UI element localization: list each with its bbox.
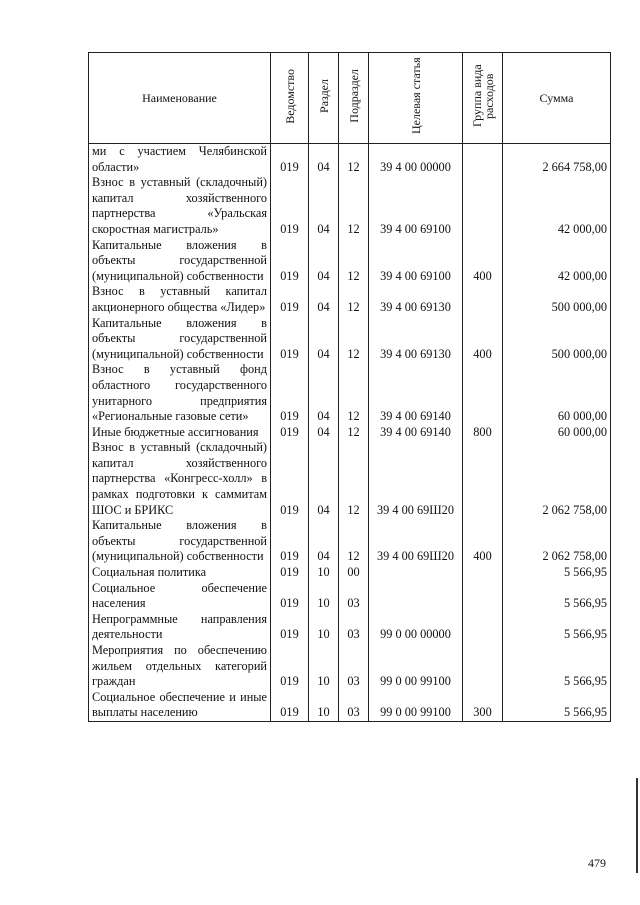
row-target-item: 99 0 00 00000 <box>369 612 463 643</box>
table-row <box>89 175 611 237</box>
row-target-item: 39 4 00 69Ш20 <box>369 518 463 565</box>
row-department: 019 <box>271 440 309 518</box>
row-section: 04 <box>309 144 339 176</box>
row-section: 04 <box>309 440 339 518</box>
row-amount: 42 000,00 <box>503 238 611 285</box>
row-name: Непрограммные направления деятельности <box>89 612 271 643</box>
row-subsection: 12 <box>339 144 369 176</box>
row-target-item <box>369 581 463 612</box>
row-amount: 2 062 758,00 <box>503 518 611 565</box>
table-row <box>89 643 611 690</box>
table-body <box>89 144 611 722</box>
row-amount: 5 566,95 <box>503 612 611 643</box>
table-row <box>89 238 611 285</box>
row-expense-group <box>463 581 503 612</box>
row-subsection: 03 <box>339 612 369 643</box>
table-row <box>89 518 611 565</box>
row-amount: 42 000,00 <box>503 175 611 237</box>
row-name: Социальное обеспечение населения <box>89 581 271 612</box>
table-row <box>89 425 611 441</box>
row-department: 019 <box>271 238 309 285</box>
header-subsection: Подраздел <box>339 53 369 144</box>
row-name: ми с участием Челябинской области» <box>89 144 271 176</box>
table-row <box>89 581 611 612</box>
row-name: Мероприятия по обеспечению жильем отдельных категорий граждан <box>89 643 271 690</box>
row-target-item: 39 4 00 69140 <box>369 362 463 424</box>
row-target-item: 39 4 00 69100 <box>369 175 463 237</box>
row-subsection: 12 <box>339 284 369 315</box>
row-amount: 2 664 758,00 <box>503 144 611 176</box>
row-section: 10 <box>309 690 339 722</box>
row-section: 04 <box>309 238 339 285</box>
row-name: Иные бюджетные ассигнования <box>89 425 271 441</box>
row-amount: 500 000,00 <box>503 284 611 315</box>
row-department: 019 <box>271 175 309 237</box>
row-section: 04 <box>309 175 339 237</box>
table-row <box>89 144 611 176</box>
row-expense-group: 800 <box>463 425 503 441</box>
header-name: Наименование <box>89 53 271 144</box>
row-expense-group: 400 <box>463 238 503 285</box>
row-department: 019 <box>271 565 309 581</box>
row-amount: 5 566,95 <box>503 565 611 581</box>
row-department: 019 <box>271 362 309 424</box>
row-amount: 60 000,00 <box>503 425 611 441</box>
row-expense-group: 400 <box>463 518 503 565</box>
table-row <box>89 612 611 643</box>
row-expense-group <box>463 284 503 315</box>
table-row <box>89 690 611 722</box>
row-subsection: 12 <box>339 518 369 565</box>
row-subsection: 12 <box>339 238 369 285</box>
row-section: 04 <box>309 518 339 565</box>
row-section: 10 <box>309 643 339 690</box>
row-target-item: 39 4 00 69Ш20 <box>369 440 463 518</box>
header-expense-group: Группа вида расходов <box>463 53 503 144</box>
row-target-item: 39 4 00 69130 <box>369 316 463 363</box>
header-section: Раздел <box>309 53 339 144</box>
row-name: Капитальные вложения в объекты государственной (муниципальной) собственности <box>89 316 271 363</box>
row-department: 019 <box>271 316 309 363</box>
row-department: 019 <box>271 144 309 176</box>
row-subsection: 12 <box>339 440 369 518</box>
row-amount: 5 566,95 <box>503 690 611 722</box>
row-expense-group <box>463 144 503 176</box>
row-department: 019 <box>271 690 309 722</box>
row-name: Капитальные вложения в объекты государственной (муниципальной) собственности <box>89 238 271 285</box>
row-department: 019 <box>271 425 309 441</box>
table-row <box>89 284 611 315</box>
row-amount: 2 062 758,00 <box>503 440 611 518</box>
row-subsection: 03 <box>339 581 369 612</box>
header-department: Ведомство <box>271 53 309 144</box>
row-name: Социальная политика <box>89 565 271 581</box>
row-subsection: 12 <box>339 316 369 363</box>
row-department: 019 <box>271 518 309 565</box>
row-target-item: 99 0 00 99100 <box>369 643 463 690</box>
row-expense-group: 300 <box>463 690 503 722</box>
row-section: 04 <box>309 425 339 441</box>
row-name: Взнос в уставный (складочный) капитал хозяйственного партнерства «Уральская скоростная магистраль» <box>89 175 271 237</box>
row-expense-group <box>463 612 503 643</box>
row-subsection: 12 <box>339 175 369 237</box>
row-section: 04 <box>309 316 339 363</box>
row-department: 019 <box>271 581 309 612</box>
budget-table <box>88 52 611 722</box>
row-subsection: 12 <box>339 425 369 441</box>
row-expense-group: 400 <box>463 316 503 363</box>
row-expense-group <box>463 643 503 690</box>
row-amount: 5 566,95 <box>503 581 611 612</box>
row-section: 04 <box>309 284 339 315</box>
row-expense-group <box>463 175 503 237</box>
row-expense-group <box>463 362 503 424</box>
row-target-item: 39 4 00 00000 <box>369 144 463 176</box>
page-number: 479 <box>588 856 606 870</box>
header-amount: Сумма <box>503 53 611 144</box>
row-subsection: 03 <box>339 643 369 690</box>
header-target-item: Целевая статья <box>369 53 463 144</box>
table-row <box>89 316 611 363</box>
row-name: Капитальные вложения в объекты государственной (муниципальной) собственности <box>89 518 271 565</box>
row-target-item <box>369 565 463 581</box>
row-target-item: 39 4 00 69100 <box>369 238 463 285</box>
row-target-item: 39 4 00 69130 <box>369 284 463 315</box>
row-department: 019 <box>271 643 309 690</box>
row-section: 10 <box>309 612 339 643</box>
row-section: 10 <box>309 565 339 581</box>
table-row <box>89 440 611 518</box>
row-expense-group <box>463 440 503 518</box>
row-subsection: 03 <box>339 690 369 722</box>
row-target-item: 39 4 00 69140 <box>369 425 463 441</box>
row-department: 019 <box>271 612 309 643</box>
row-section: 10 <box>309 581 339 612</box>
table-row <box>89 362 611 424</box>
row-section: 04 <box>309 362 339 424</box>
row-amount: 60 000,00 <box>503 362 611 424</box>
row-name: Социальное обеспечение и иные выплаты населению <box>89 690 271 722</box>
row-name: Взнос в уставный капитал акционерного общества «Лидер» <box>89 284 271 315</box>
row-amount: 500 000,00 <box>503 316 611 363</box>
scan-edge-mark <box>636 778 638 873</box>
row-name: Взнос в уставный фонд областного государственного унитарного предприятия «Региональные газовые сети» <box>89 362 271 424</box>
row-subsection: 00 <box>339 565 369 581</box>
row-department: 019 <box>271 284 309 315</box>
row-subsection: 12 <box>339 362 369 424</box>
table-header-row <box>89 53 611 144</box>
row-expense-group <box>463 565 503 581</box>
table-row <box>89 565 611 581</box>
row-amount: 5 566,95 <box>503 643 611 690</box>
row-name: Взнос в уставный (складочный) капитал хозяйственного партнерства «Конгресс-холл» в рамках подготовки к саммитам ШОС и БРИКС <box>89 440 271 518</box>
row-target-item: 99 0 00 99100 <box>369 690 463 722</box>
